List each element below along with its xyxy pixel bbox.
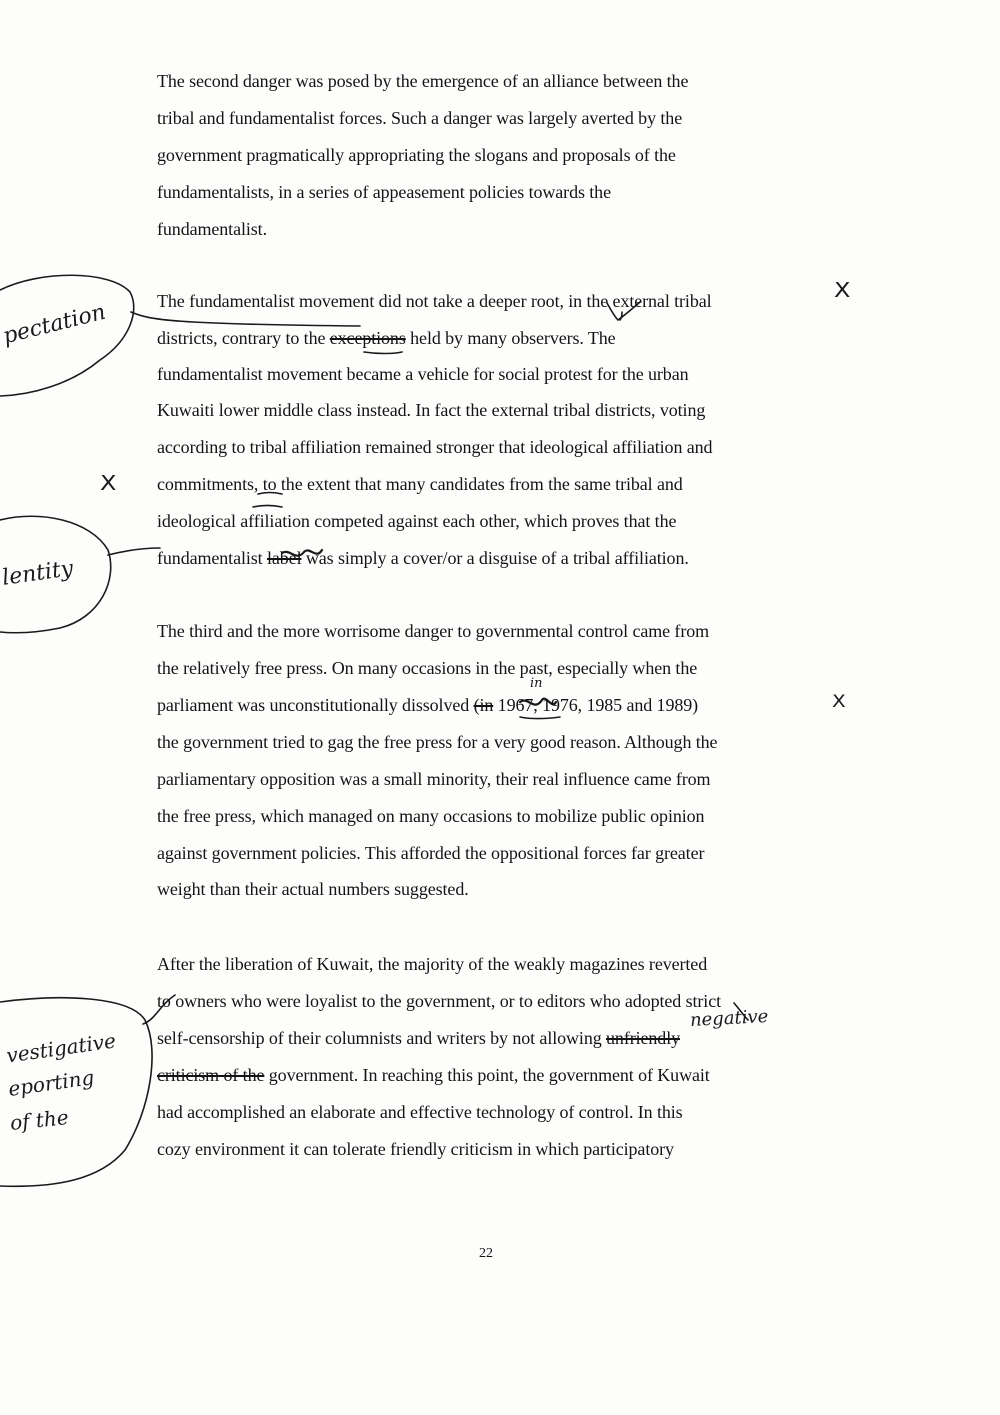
text-run: fundamentalist [157,548,263,568]
x-mark-icon: X [832,690,846,712]
x-mark-icon: X [100,471,117,495]
x-mark-icon: X [834,278,851,302]
struck-word: unfriendly [606,1028,681,1048]
struck-word: (in [473,695,494,715]
page-number: 22 [479,1246,493,1261]
body-line: fundamentalists, in a series of appeasement policies towards the [157,182,611,202]
body-line [157,694,698,716]
body-line: government pragmatically appropriating the slogans and proposals of the [157,145,676,165]
body-line: Kuwaiti lower middle class instead. In fact the external tribal districts, voting [157,400,706,420]
text-run: 1967, 1976, 1985 and 1989) [497,695,699,715]
text-run: held by many observers. The [410,328,616,348]
text-run: parliament was unconstitutionally dissolved [157,695,470,715]
body-line: The second danger was posed by the emergence of an alliance between the [157,71,689,91]
body-line [157,327,616,349]
underline-mark-4 [520,717,560,719]
body-line [157,1027,680,1049]
text-run: government. In reaching this point, the government of Kuwait [268,1065,710,1085]
underline-mark-3 [253,506,282,508]
margin-leader-1 [131,312,360,326]
body-line: tribal and fundamentalist forces. Such a danger was largely averted by the [157,108,683,128]
body-line [157,1064,710,1086]
interlinear-negative: negative [689,1005,769,1032]
body-line [157,547,689,569]
body-line: ideological affiliation competed against each other, which proves that the [157,511,677,531]
body-line: against government policies. This afforded the oppositional forces far greater [157,843,705,863]
body-line: according to tribal affiliation remained stronger that ideological affiliation and [157,437,713,457]
caret-tail-1 [620,312,622,320]
body-line: the government tried to gag the free press for a very good reason. Although the [157,732,718,752]
interlinear-in: in [530,676,543,691]
body-line: parliamentary opposition was a small minority, their real influence came from [157,769,711,789]
margin-note-investigative: vestigative [4,1028,118,1068]
body-line: the relatively free press. On many occasions in the past, especially when the [157,658,698,678]
margin-note-reporting: eporting [6,1065,96,1101]
margin-note-of-the: of the [8,1105,70,1135]
text-run: self-censorship of their columnists and writers by not allowing [157,1028,602,1048]
body-line: to owners who were loyalist to the government, or to editors who adopted strict [157,991,721,1011]
margin-leader-2 [108,548,160,555]
underline-mark-1 [364,352,402,354]
body-line: had accomplished an elaborate and effective technology of control. In this [157,1102,683,1122]
struck-word: criticism of the [157,1065,265,1085]
body-line: weight than their actual numbers suggested. [157,879,469,899]
body-line: fundamentalist movement became a vehicle for social protest for the urban [157,364,689,384]
struck-word: label [266,548,302,568]
body-line: After the liberation of Kuwait, the majority of the weakly magazines reverted [157,954,708,974]
text-run: districts, contrary to the [157,328,326,348]
margin-note-identity: lentity [0,556,75,591]
body-line: cozy environment it can tolerate friendly criticism in which participatory [157,1139,674,1159]
struck-word: exceptions [329,328,406,348]
text-run: was simply a cover/or a disguise of a tribal affiliation. [305,548,689,568]
body-line: The fundamentalist movement did not take a deeper root, in the external tribal [157,291,712,311]
body-line: The third and the more worrisome danger to governmental control came from [157,621,710,641]
body-line: commitments, to the extent that many candidates from the same tribal and [157,474,683,494]
margin-note-expectation: pectation [0,299,109,350]
body-line: fundamentalist. [157,219,267,239]
body-line: the free press, which managed on many occasions to mobilize public opinion [157,806,705,826]
